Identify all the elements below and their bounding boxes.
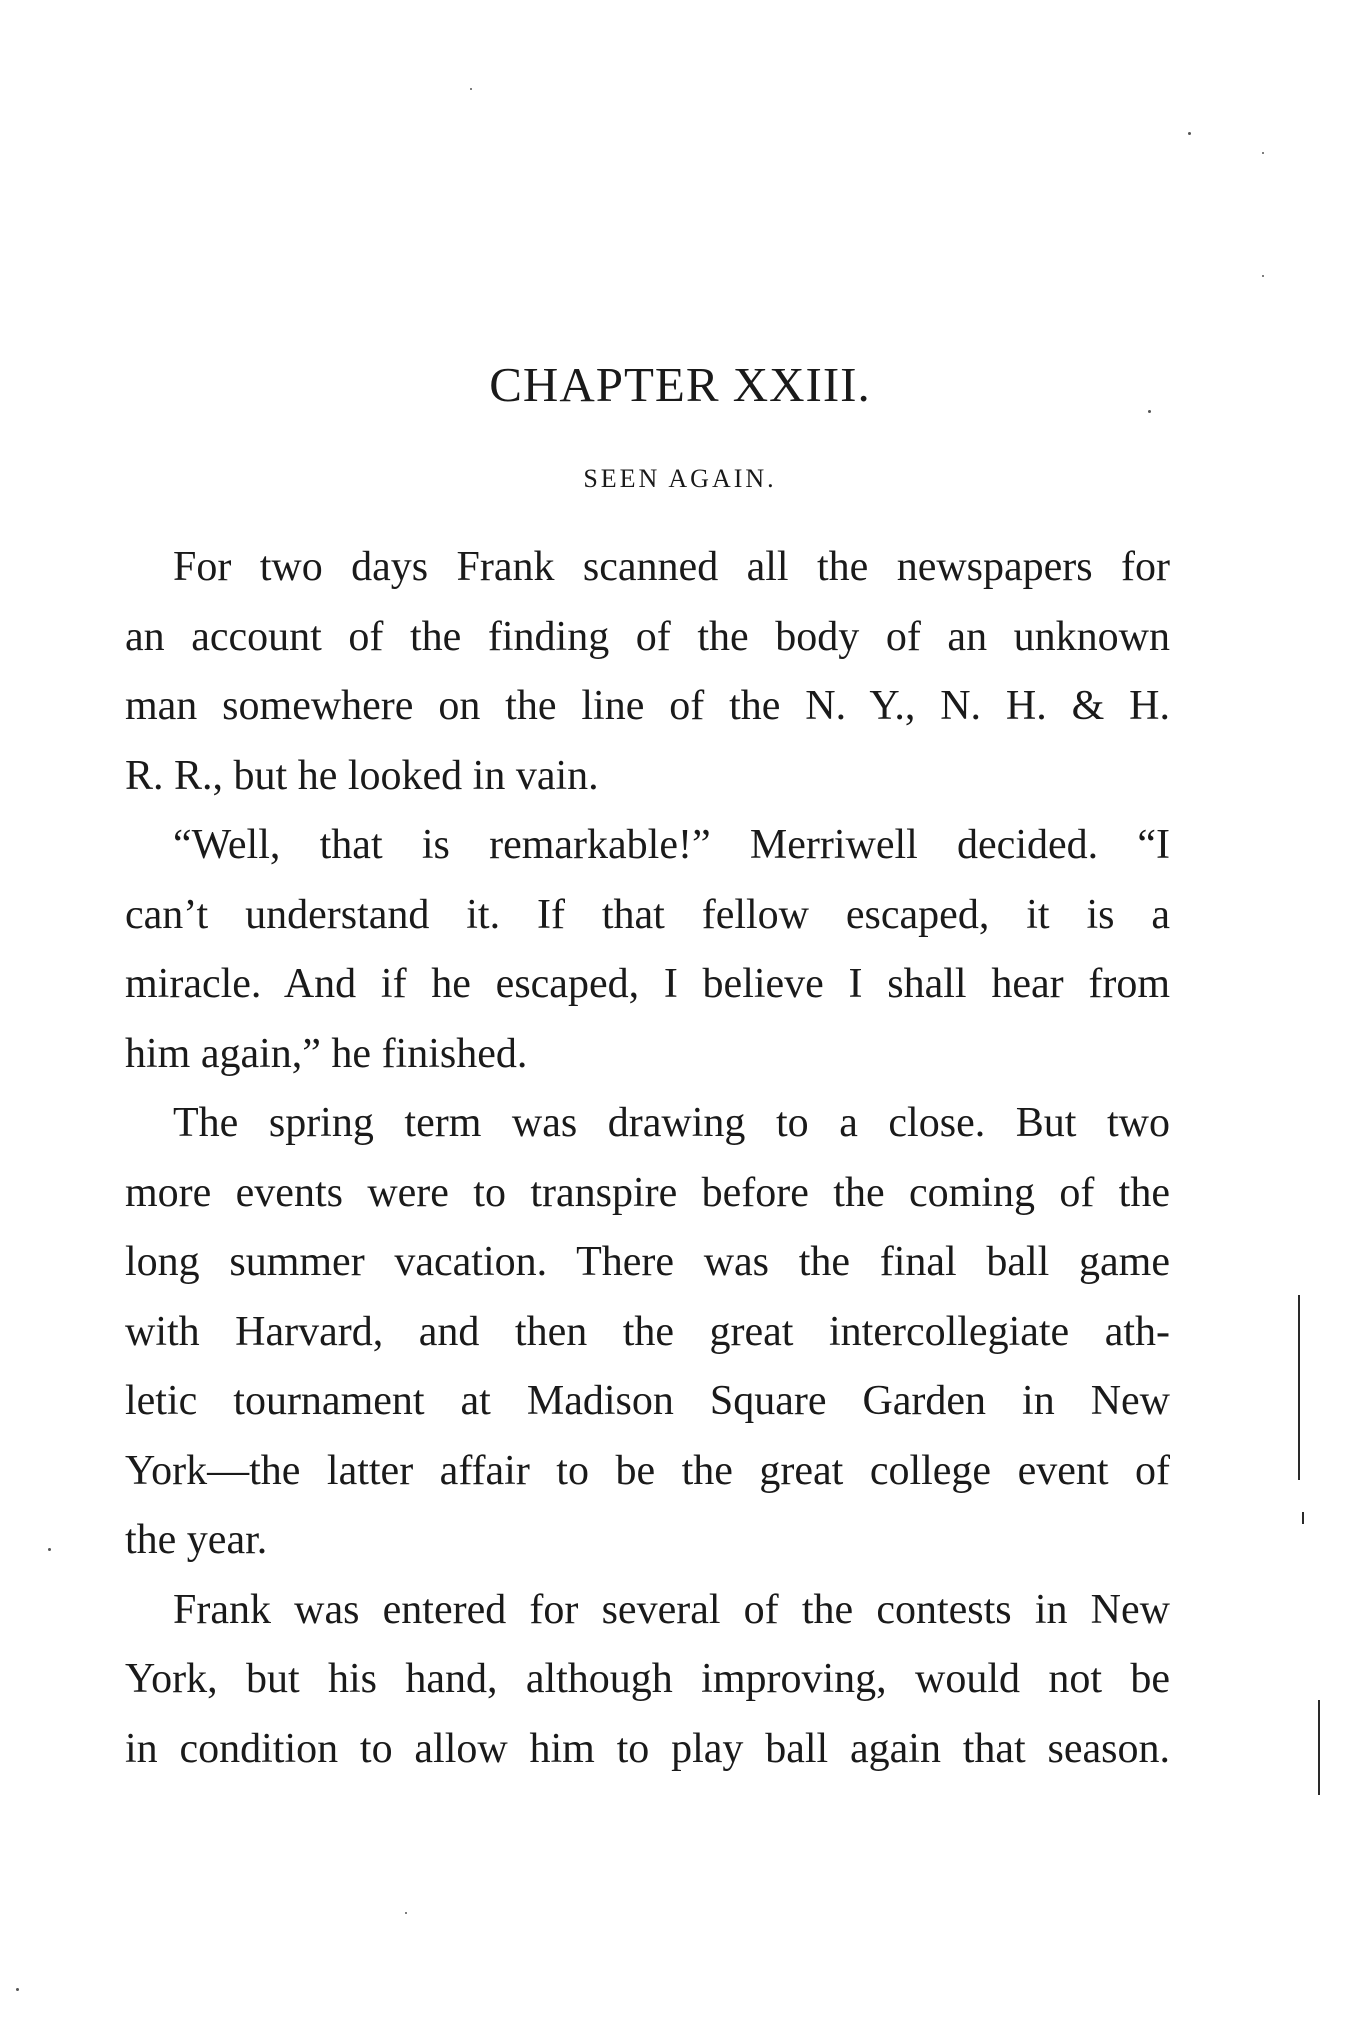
- scan-speck: [1262, 152, 1264, 154]
- text-line: can’t understand it. If that fellow escaped, it is a: [125, 891, 1170, 938]
- text-line: with Harvard, and then the great intercollegiate ath-: [125, 1308, 1170, 1355]
- scan-edge-line: [1318, 1700, 1320, 1795]
- scan-speck: [1188, 132, 1191, 135]
- scan-speck: [16, 1988, 19, 1991]
- text-line: York—the latter affair to be the great college event of: [125, 1447, 1170, 1494]
- text-line: Frank was entered for several of the contests in New: [173, 1586, 1170, 1633]
- chapter-body: [125, 533, 1170, 1784]
- text-line: an account of the finding of the body of an unknown: [125, 613, 1170, 660]
- text-line: man somewhere on the line of the N. Y., N. H. & H.: [125, 683, 1170, 729]
- text-line: “Well, that is remarkable!” Merriwell decided. “I: [173, 822, 1170, 868]
- chapter-title: CHAPTER XXIII.: [489, 357, 871, 412]
- scan-speck: [1262, 275, 1264, 277]
- scan-speck: [405, 1912, 407, 1914]
- scan-edge-line: [1298, 1295, 1300, 1480]
- text-line: miracle. And if he escaped, I believe I shall hear from: [125, 961, 1170, 1007]
- text-line: York, but his hand, although improving, would not be: [125, 1656, 1170, 1702]
- text-line: him again,” he finished.: [125, 1030, 528, 1077]
- text-line: R. R., but he looked in vain.: [125, 752, 599, 799]
- text-line: long summer vacation. There was the final ball game: [125, 1239, 1170, 1285]
- text-line: letic tournament at Madison Square Garden in New: [125, 1378, 1170, 1424]
- text-line: more events were to transpire before the coming of the: [125, 1169, 1170, 1216]
- scan-speck: [48, 1548, 51, 1551]
- scan-speck: [1148, 410, 1151, 413]
- scan-speck: [470, 88, 472, 90]
- text-line: For two days Frank scanned all the newspapers for: [173, 544, 1170, 590]
- chapter-subtitle: SEEN AGAIN.: [583, 464, 777, 493]
- text-line: the year.: [125, 1517, 268, 1563]
- text-line: The spring term was drawing to a close. But two: [173, 1100, 1170, 1146]
- text-line: in condition to allow him to play ball again that season.: [125, 1725, 1170, 1772]
- scan-edge-line: [1302, 1512, 1304, 1524]
